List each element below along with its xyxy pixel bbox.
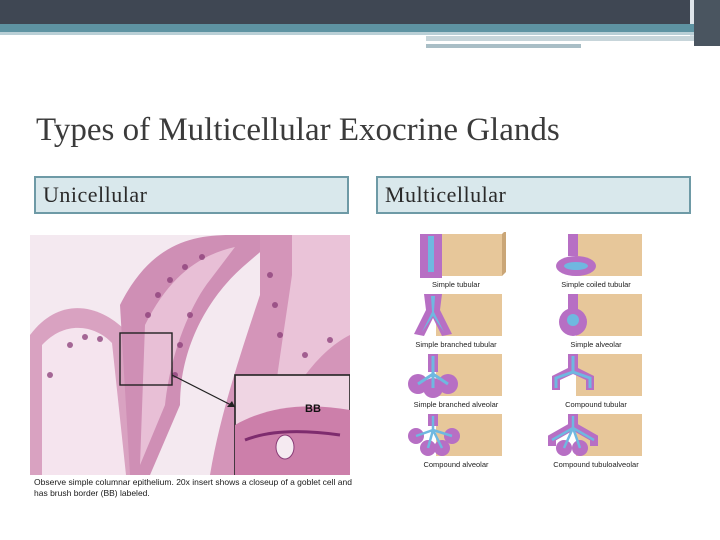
epithelium-micrograph	[30, 235, 350, 475]
accent-band	[0, 24, 694, 32]
top-title-bar	[0, 0, 720, 24]
gland-compound-tubular	[538, 352, 654, 412]
gland-label: Compound tubuloalveolar	[553, 460, 639, 469]
gland-simple-coiled-tubular	[538, 232, 654, 292]
gland-types-grid	[398, 232, 660, 472]
gland-simple-branched-tubular	[398, 292, 514, 352]
decor-bar-1	[426, 36, 694, 41]
gland-label: Compound alveolar	[423, 460, 489, 469]
micrograph-caption: Observe simple columnar epithelium. 20x insert shows a closeup of a goblet cell and has brush border (BB) labeled.	[34, 477, 352, 498]
multicellular-header: Multicellular	[376, 176, 691, 214]
corner-accent	[694, 0, 720, 46]
gland-label: Simple branched tubular	[415, 340, 497, 349]
slide-title: Types of Multicellular Exocrine Glands	[36, 112, 560, 148]
unicellular-header: Unicellular	[34, 176, 349, 214]
gland-simple-tubular	[398, 232, 514, 292]
accent-band-light	[0, 32, 694, 35]
gland-simple-alveolar	[538, 292, 654, 352]
brush-border-label: BB	[305, 403, 321, 415]
gland-label: Simple coiled tubular	[561, 280, 631, 289]
gland-compound-alveolar	[398, 412, 514, 472]
gland-label: Compound tubular	[565, 400, 627, 409]
decor-bar-2	[426, 44, 581, 48]
gland-label: Simple branched alveolar	[413, 400, 499, 409]
gland-label: Simple alveolar	[570, 340, 622, 349]
gland-label: Simple tubular	[432, 280, 480, 289]
gland-compound-tubuloalveolar	[538, 412, 654, 472]
gland-simple-branched-alveolar	[398, 352, 514, 412]
